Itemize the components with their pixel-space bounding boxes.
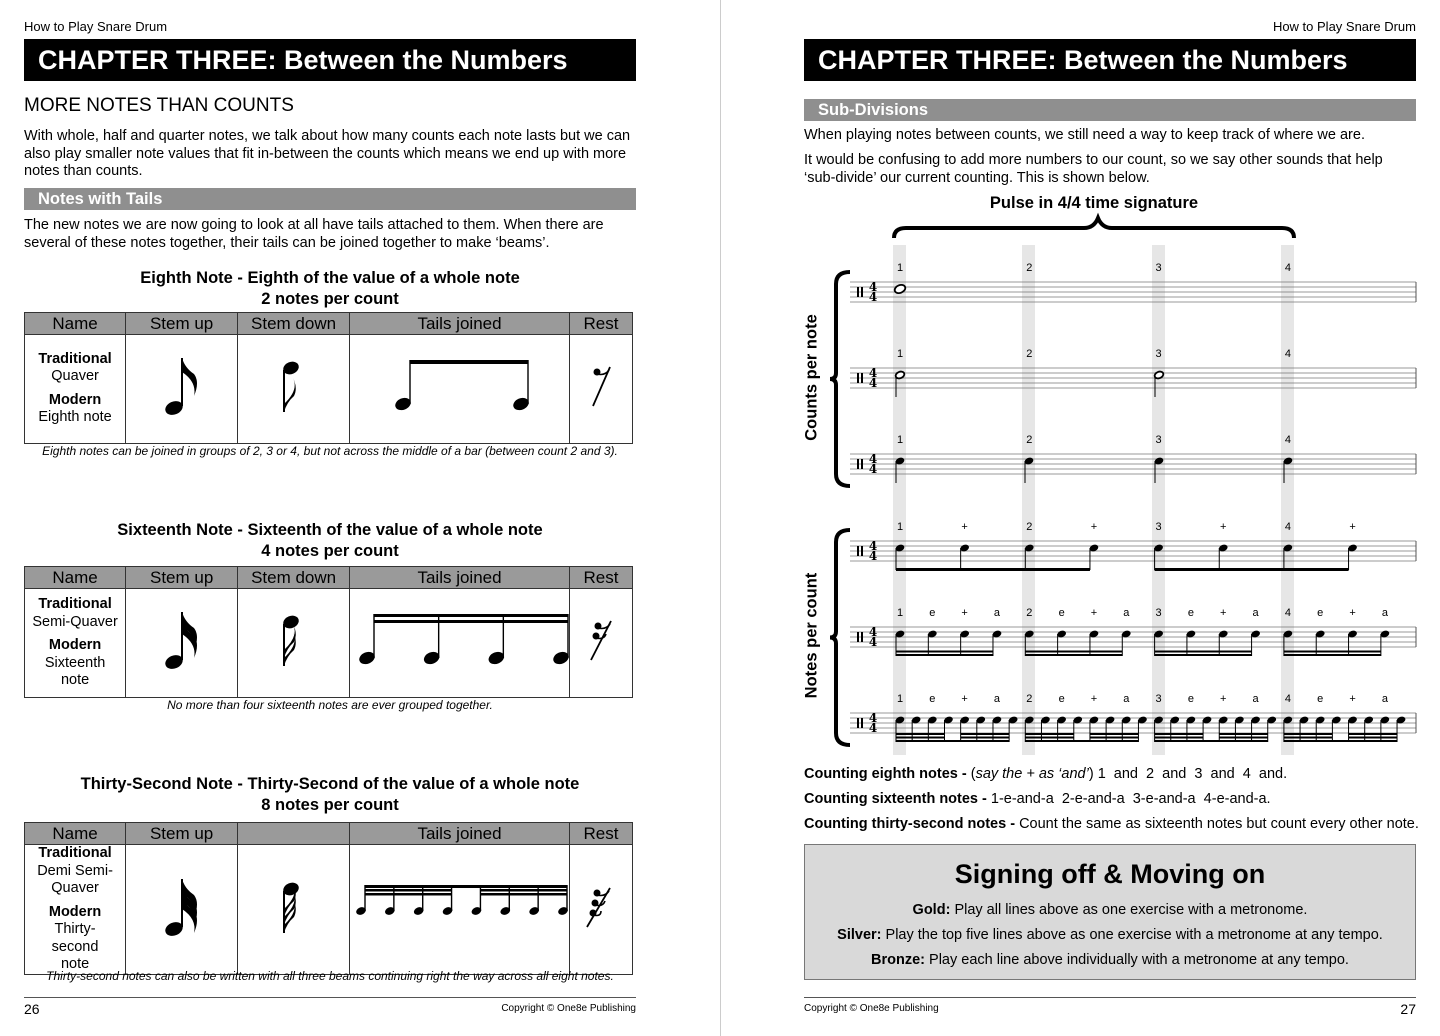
intro-paragraph: With whole, half and quarter notes, we talk about how many counts each note lasts but we can also play smaller note values that fit in-between the counts which means we end up with more notes than counts. [24,128,631,179]
time-signature: 4 [868,376,878,390]
page-number: 26 [24,1001,40,1017]
count-label: e [929,607,936,619]
time-signature: 4 [868,452,878,466]
copyright: Copyright © One8e Publishing [501,1003,636,1014]
running-head: How to Play Snare Drum [24,19,168,34]
count-label: 2 [1026,693,1033,705]
count-label: + [1090,607,1098,619]
pulse-band [1022,245,1035,755]
pulse-label: Pulse in 4/4 time signature [989,194,1199,212]
copyright: Copyright © One8e Publishing [804,1003,939,1014]
pulse-band [893,245,906,755]
section-bar: Notes with Tails [24,188,636,210]
staff-eighth [850,539,1416,571]
count-label: 3 [1155,521,1162,533]
staff-sixteenth [850,625,1416,656]
column-header: Name [25,567,126,589]
count-label: e [1317,607,1324,619]
staff-thirty-second [850,711,1416,742]
count-label: a [1252,607,1259,619]
note-name-cell: Traditional Demi Semi-Quaver Modern Thirty-second note [25,845,126,975]
pulse-brace [894,218,1294,238]
paragraph: When playing notes between counts, we still need a way to keep track of where we are. [804,127,1365,143]
count-label: 1 [896,607,904,619]
row-brace [830,272,850,486]
time-signature: 4 [868,549,878,563]
time-signature: 4 [868,539,878,553]
count-label: a [1381,693,1388,705]
staff-whole [850,280,1416,304]
time-signature: 4 [868,280,878,294]
column-header: Rest [569,823,632,845]
table-caption: No more than four sixteenth notes are ever grouped together. [167,698,493,712]
counting-eighth: Counting eighth notes - (say the + as ‘and’) 1 and 2 and 3 and 4 and. [804,766,1288,782]
count-label: e [1317,693,1324,705]
counting-sixteenth: Counting sixteenth notes - 1-e-and-a 2-e-and-a 3-e-and-a 4-e-and-a. [804,791,1271,807]
count-label: + [1090,693,1098,705]
time-signature: 4 [868,711,878,725]
count-label: a [1252,693,1259,705]
note-heading: Sixteenth Note - Sixteenth of the value of a whole note 4 notes per count [117,521,543,560]
column-header: Stem up [126,313,238,335]
column-header: Stem down [238,567,350,589]
count-label: 4 [1284,607,1291,619]
counts-per-note-label: Counts per note [802,314,821,441]
count-label: 4 [1284,521,1291,533]
note-name-cell: Traditional Quaver Modern Eighth note [25,335,126,444]
section-paragraph: The new notes we are now going to look at all have tails attached to them. When there are several of these notes together, their tails can be joined together to make ‘beams’. [24,217,604,251]
chapter-title: CHAPTER THREE: Between the Numbers [804,39,1416,81]
time-signature: 4 [868,635,878,649]
footer-rule [804,997,1416,998]
note-heading: Thirty-Second Note - Thirty-Second of the value of a whole note 8 notes per count [80,775,580,814]
count-label: e [1058,693,1065,705]
count-label: + [1349,693,1356,705]
column-header: Rest [570,567,633,589]
note-name-cell: Traditional Semi-Quaver Modern Sixteenth note [25,589,126,698]
running-head: How to Play Snare Drum [1272,19,1416,34]
count-label: 1 [896,348,904,360]
column-header: Stem up [126,823,238,845]
count-label: + [961,693,968,705]
row-brace [830,530,850,745]
count-label: + [1220,521,1227,533]
page-number: 27 [1400,1001,1416,1017]
signoff-bronze: Bronze: Play each line above individually with a metronome at any tempo. [871,952,1349,968]
count-label: a [993,607,1001,619]
count-label: 2 [1026,348,1033,360]
column-header: Stem down [238,313,350,335]
count-label: 3 [1155,262,1162,274]
notes-per-count-label: Notes per count [802,572,821,699]
signoff-gold: Gold: Play all lines above as one exercise with a metronome. [912,902,1308,918]
count-label: a [993,693,1001,705]
note-heading: Eighth Note - Eighth of the value of a whole note 2 notes per count [140,269,520,308]
count-label: 2 [1026,262,1033,274]
table-caption: Thirty-second notes can also be written with all three beams continuing right the way across all eight notes. [46,969,614,983]
count-label: a [1123,693,1130,705]
signoff-silver: Silver: Play the top five lines above as one exercise with a metronome at any tempo. [837,927,1383,943]
counting-thirty-second: Counting thirty-second notes - Count the same as sixteenth notes but count every other note. [804,816,1419,832]
count-label: a [1381,607,1388,619]
count-label: a [1123,607,1130,619]
column-header: Name [25,313,126,335]
count-label: 1 [896,521,904,533]
paragraph: It would be confusing to add more numbers to our count, so we say other sounds that help ‘sub-divide’ our current counting. This is shown below. [804,152,1383,186]
count-label: e [1058,607,1065,619]
count-label: e [929,693,936,705]
count-label: 3 [1155,348,1162,360]
column-header: Stem up [126,567,238,589]
count-label: 2 [1026,607,1033,619]
count-label: 4 [1284,262,1291,274]
time-signature: 4 [868,625,878,639]
count-label: 4 [1284,348,1291,360]
pulse-band [1152,245,1165,755]
count-label: 4 [1284,434,1291,446]
heading: MORE NOTES THAN COUNTS [24,95,294,116]
staff-half [850,366,1416,397]
chapter-title: CHAPTER THREE: Between the Numbers [24,39,636,81]
time-signature: 4 [868,290,878,304]
count-label: 1 [896,262,904,274]
count-label: 3 [1155,607,1162,619]
count-label: 1 [896,434,904,446]
count-label: e [1187,693,1194,705]
signoff-box [804,844,1416,980]
staff-quarter [850,452,1416,483]
column-header: Rest [569,313,632,335]
section-bar: Sub-Divisions [804,99,1416,121]
time-signature: 4 [868,721,878,735]
time-signature: 4 [868,366,878,380]
time-signature: 4 [868,462,878,476]
count-label: 3 [1155,693,1162,705]
count-label: + [1220,693,1227,705]
table-caption: Eighth notes can be joined in groups of 2, 3 or 4, but not across the middle of a bar (between count 2 and 3). [42,444,618,458]
column-header: Tails joined [350,567,570,589]
count-label: 2 [1026,434,1033,446]
count-label: + [1349,607,1356,619]
count-label: + [1220,607,1227,619]
count-label: 4 [1284,693,1291,705]
count-label: + [1090,521,1098,533]
signoff-title: Signing off & Moving on [954,859,1266,889]
count-label: 1 [896,693,904,705]
count-label: + [961,607,968,619]
count-label: 2 [1026,521,1033,533]
column-header: Tails joined [350,823,570,845]
pulse-band [1281,245,1294,755]
count-label: 3 [1155,434,1162,446]
count-label: e [1187,607,1194,619]
count-label: + [961,521,968,533]
column-header: Name [25,823,126,845]
column-header: Tails joined [350,313,570,335]
count-label: + [1349,521,1356,533]
